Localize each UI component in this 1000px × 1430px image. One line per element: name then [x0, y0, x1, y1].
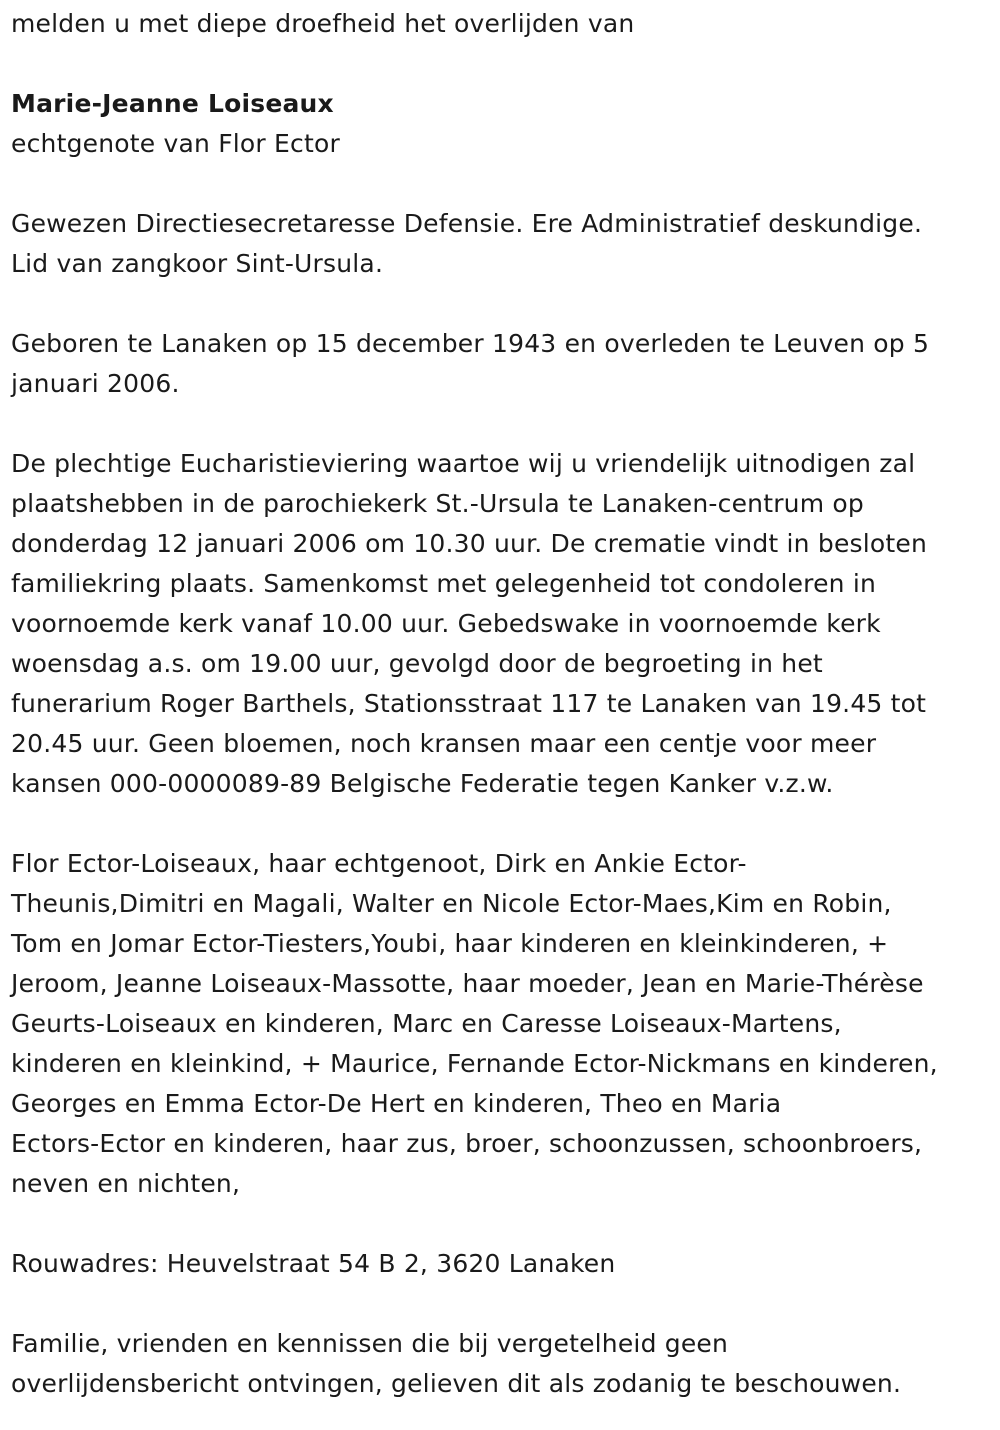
address-paragraph: [11, 1244, 986, 1284]
family-line: Flor Ector-Loiseaux, haar echtgenoot, Dirk en Ankie Ector-: [11, 849, 747, 878]
family-line: Tom en Jomar Ector-Tiesters,Youbi, haar kinderen en kleinkinderen, +: [11, 929, 889, 958]
mourning-address: Rouwadres: Heuvelstraat 54 B 2, 3620 Lanaken: [11, 1249, 616, 1278]
closing-line: Familie, vrienden en kennissen die bij vergetelheid geen: [11, 1329, 729, 1358]
deceased-name: Marie-Jeanne Loiseaux: [11, 89, 334, 118]
ceremony-line: donderdag 12 januari 2006 om 10.30 uur. De crematie vindt in besloten: [11, 529, 928, 558]
family-line: Jeroom, Jeanne Loiseaux-Massotte, haar moeder, Jean en Marie-Thérèse: [11, 969, 924, 998]
family-paragraph: [11, 844, 986, 1204]
ceremony-line: De plechtige Eucharistieviering waartoe wij u vriendelijk uitnodigen zal: [11, 449, 916, 478]
career-line: Lid van zangkoor Sint-Ursula.: [11, 249, 384, 278]
ceremony-paragraph: [11, 444, 986, 804]
intro-paragraph: [11, 4, 986, 44]
deceased-relation: echtgenote van Flor Ector: [11, 129, 340, 158]
family-line: Ectors-Ector en kinderen, haar zus, broer, schoonzussen, schoonbroers,: [11, 1129, 923, 1158]
ceremony-line: funerarium Roger Barthels, Stationsstraat 117 te Lanaken van 19.45 tot: [11, 689, 927, 718]
family-line: Geurts-Loiseaux en kinderen, Marc en Caresse Loiseaux-Martens,: [11, 1009, 842, 1038]
obituary-document: [11, 4, 986, 1404]
birth-death-line: Geboren te Lanaken op 15 december 1943 en overleden te Leuven op 5: [11, 329, 930, 358]
family-line: Theunis,Dimitri en Magali, Walter en Nicole Ector-Maes,Kim en Robin,: [11, 889, 892, 918]
ceremony-line: plaatshebben in de parochiekerk St.-Ursula te Lanaken-centrum op: [11, 489, 864, 518]
family-line: Georges en Emma Ector-De Hert en kinderen, Theo en Maria: [11, 1089, 782, 1118]
career-paragraph: [11, 204, 986, 284]
ceremony-line: 20.45 uur. Geen bloemen, noch kransen maar een centje voor meer: [11, 729, 877, 758]
ceremony-line: familiekring plaats. Samenkomst met gelegenheid tot condoleren in: [11, 569, 877, 598]
ceremony-line: kansen 000-0000089-89 Belgische Federatie tegen Kanker v.z.w.: [11, 769, 834, 798]
deceased-block: [11, 84, 986, 164]
closing-line: overlijdensbericht ontvingen, gelieven dit als zodanig te beschouwen.: [11, 1369, 902, 1398]
intro-text: melden u met diepe droefheid het overlijden van: [11, 9, 635, 38]
birth-death-line: januari 2006.: [11, 369, 180, 398]
family-line: kinderen en kleinkind, + Maurice, Fernande Ector-Nickmans en kinderen,: [11, 1049, 938, 1078]
closing-paragraph: [11, 1324, 986, 1404]
ceremony-line: woensdag a.s. om 19.00 uur, gevolgd door de begroeting in het: [11, 649, 823, 678]
career-line: Gewezen Directiesecretaresse Defensie. Ere Administratief deskundige.: [11, 209, 923, 238]
family-line: neven en nichten,: [11, 1169, 241, 1198]
ceremony-line: voornoemde kerk vanaf 10.00 uur. Gebedswake in voornoemde kerk: [11, 609, 881, 638]
birth-death-paragraph: [11, 324, 986, 404]
